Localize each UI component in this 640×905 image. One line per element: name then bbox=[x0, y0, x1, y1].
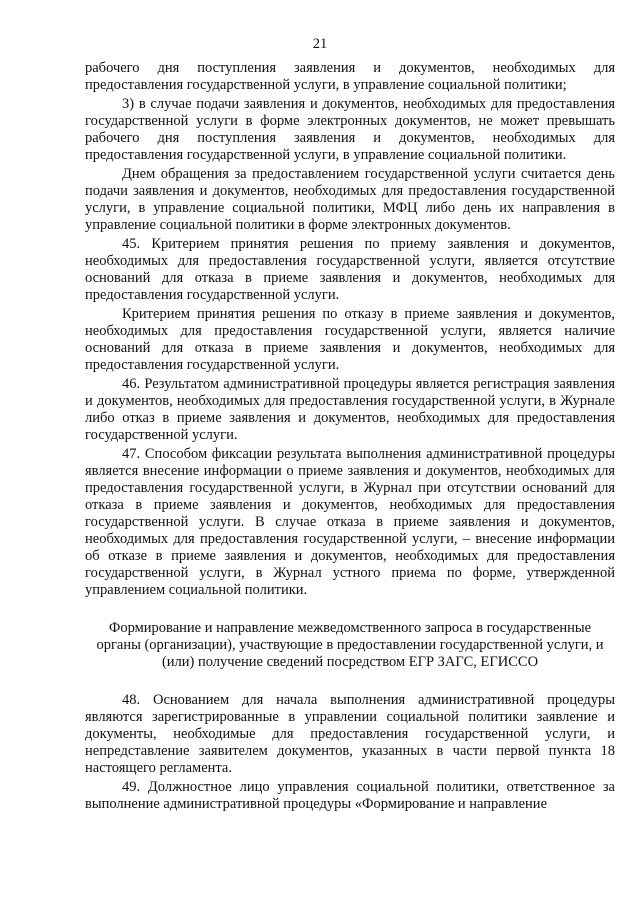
document-body bbox=[85, 60, 615, 815]
paragraph-47: 47. Способом фиксации результата выполнения административной процедуры является внесение информации о приеме заявления и документов, необходимых для предоставления государственной услуги, в Журнал при отсутствии оснований для отказа в приеме заявления и документов, необходимых для предоставления государственной услуги. В случае отказа в приеме заявления и документов, необходимых для предоставления государственной услуги, – внесение информации об отказе в приеме заявления и документов, необходимых для предоставления государственной услуги, в Журнал устного приема по форме, утвержденной управлением социальной политики. bbox=[85, 446, 615, 598]
paragraph-item-3: 3) в случае подачи заявления и документов, необходимых для предоставления государственной услуги в форме электронных документов, не может превышать рабочего дня поступления заявления и документов, необходимых для предоставления государственной услуги, в управление социальной политики. bbox=[85, 96, 615, 163]
paragraph-46: 46. Результатом административной процедуры является регистрация заявления и документов, необходимых для предоставления государственной услуги, в Журнале либо отказ в приеме заявления и документов, необходимых для предоставления государственной услуги. bbox=[85, 376, 615, 443]
section-heading: Формирование и направление межведомственного запроса в государственные органы (организации), участвующие в предоставлении государственной услуги, и (или) получение сведений посредством ЕГР ЗАГС, ЕГИССО bbox=[96, 620, 604, 670]
paragraph-45: 45. Критерием принятия решения по приему заявления и документов, необходимых для предоставления государственной услуги, является отсутствие оснований для отказа в приеме заявления и документов, необходимых для предоставления государственной услуги. bbox=[85, 236, 615, 303]
paragraph-continuation: рабочего дня поступления заявления и документов, необходимых для предоставления государственной услуги, в управление социальной политики; bbox=[85, 60, 615, 93]
paragraph-48: 48. Основанием для начала выполнения административной процедуры являются зарегистрированные в управлении социальной политики заявление и документы, необходимые для предоставления государственной услуги, и непредставление заявителем документов, указанных в части первой пункта 18 настоящего регламента. bbox=[85, 692, 615, 776]
paragraph-day-of-application: Днем обращения за предоставлением государственной услуги считается день подачи заявления и документов, необходимых для предоставления государственной услуги, в управление социальной политики, МФЦ либо день их направления в управление социальной политики в форме электронных документов. bbox=[85, 166, 615, 233]
paragraph-refusal-criterion: Критерием принятия решения по отказу в приеме заявления и документов, необходимых для предоставления государственной услуги, является наличие оснований для отказа в приеме заявления и документов, необходимых для предоставления государственной услуги. bbox=[85, 306, 615, 373]
page-number: 21 bbox=[312, 36, 328, 52]
paragraph-49: 49. Должностное лицо управления социальной политики, ответственное за выполнение административной процедуры «Формирование и направление bbox=[85, 779, 615, 812]
